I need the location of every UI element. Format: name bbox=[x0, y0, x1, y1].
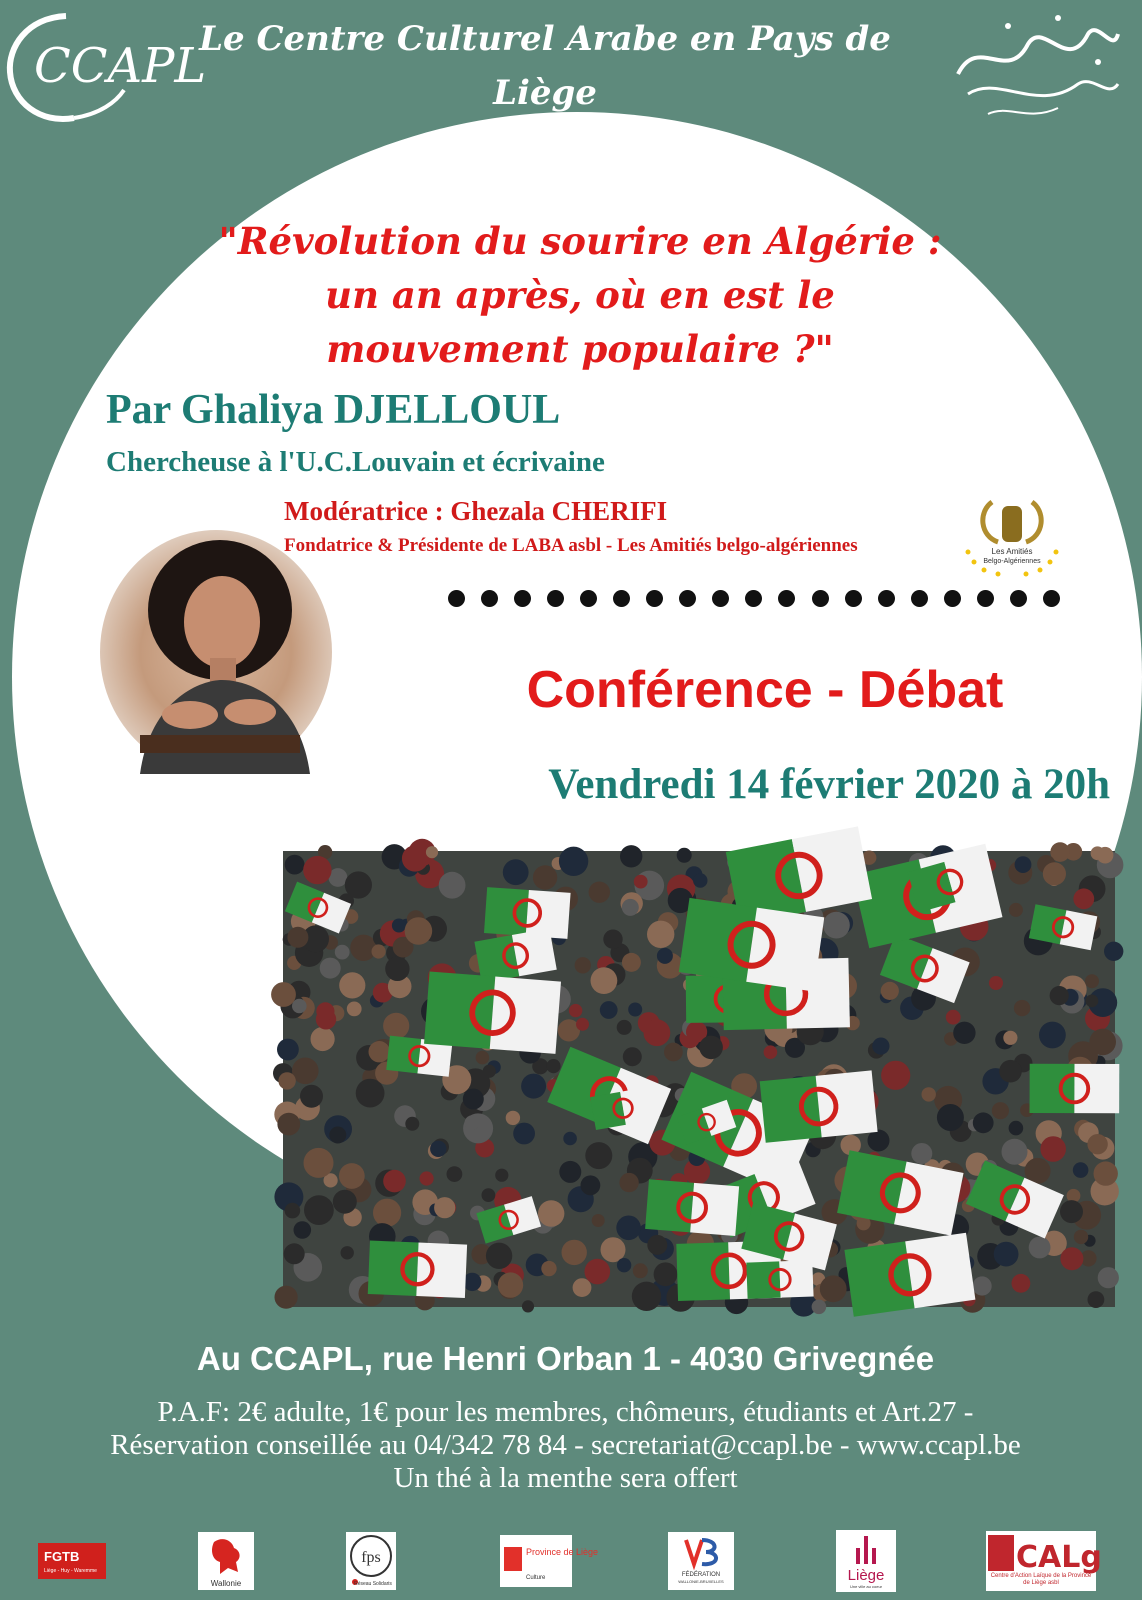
event-date: Vendredi 14 février 2020 à 20h bbox=[548, 761, 1110, 808]
crowd-person bbox=[868, 1130, 890, 1152]
crowd-person bbox=[329, 1127, 346, 1144]
crowd-person bbox=[1060, 1200, 1083, 1223]
separator-dot bbox=[745, 590, 762, 607]
crowd-person bbox=[632, 1282, 661, 1311]
crowd-person bbox=[465, 1115, 480, 1130]
crowd-person bbox=[1039, 1022, 1066, 1049]
crowd-person bbox=[316, 1002, 334, 1020]
crowd-person bbox=[562, 1240, 587, 1265]
crowd-person bbox=[506, 1111, 520, 1125]
crowd-person bbox=[1050, 986, 1069, 1005]
crowd-person bbox=[385, 957, 409, 981]
crowd-person bbox=[498, 1272, 523, 1297]
crowd-person bbox=[1074, 1230, 1088, 1244]
separator-dot bbox=[911, 590, 928, 607]
crowd-person bbox=[1014, 1000, 1030, 1016]
crowd-person bbox=[1088, 1291, 1105, 1308]
crowd-person bbox=[1043, 862, 1066, 885]
crowd-person bbox=[563, 1132, 577, 1146]
crowd-person bbox=[1098, 1267, 1119, 1288]
crowd-person bbox=[287, 927, 308, 948]
fps-logo-text: fps bbox=[361, 1549, 381, 1566]
crowd-person bbox=[989, 976, 1003, 990]
talk-title-line-1: "Révolution du sourire en Algérie : bbox=[218, 219, 942, 263]
crowd-person bbox=[953, 1022, 975, 1044]
crowd-person bbox=[439, 872, 466, 899]
crowd-person bbox=[277, 1113, 300, 1136]
separator-dot bbox=[646, 590, 663, 607]
crowd-person bbox=[881, 982, 899, 1000]
crowd-person bbox=[345, 871, 372, 898]
crowd-person bbox=[617, 1020, 632, 1035]
crowd-person bbox=[402, 845, 428, 871]
algerian-flag bbox=[746, 1260, 813, 1299]
cal-logo-text: CALg bbox=[1016, 1540, 1102, 1575]
province-logo-text: Province de Liège bbox=[526, 1547, 599, 1557]
crowd-photo bbox=[283, 851, 1115, 1307]
crowd-person bbox=[992, 1102, 1009, 1119]
crowd-person bbox=[1097, 847, 1114, 864]
crowd-person bbox=[341, 1246, 354, 1259]
crowd-person bbox=[405, 1117, 419, 1131]
crowd-person bbox=[533, 865, 557, 889]
organizer-header bbox=[160, 12, 930, 174]
speaker-portrait-illustration bbox=[100, 530, 332, 774]
crowd-person bbox=[522, 1300, 534, 1312]
crowd-person bbox=[585, 1142, 612, 1169]
crowd-person bbox=[303, 856, 331, 884]
algerian-flag bbox=[1030, 1064, 1120, 1114]
liege-logo-subtext: Une ville au coeur bbox=[849, 1584, 883, 1589]
crowd-person bbox=[1015, 856, 1032, 873]
algerian-flag bbox=[760, 1070, 878, 1142]
separator-dot bbox=[514, 590, 531, 607]
crowd-person bbox=[513, 1123, 535, 1145]
crowd-person bbox=[592, 1214, 605, 1227]
crowd-person bbox=[820, 1275, 847, 1302]
crowd-person bbox=[603, 930, 622, 949]
crowd-person bbox=[657, 948, 673, 964]
crowd-person bbox=[633, 1263, 648, 1278]
separator-dot bbox=[977, 590, 994, 607]
crowd-person bbox=[383, 1013, 409, 1039]
liege-city-logo bbox=[836, 1530, 896, 1592]
arabic-calligraphy-logo bbox=[948, 4, 1124, 128]
crowd-person bbox=[300, 1085, 323, 1108]
crowd-person bbox=[420, 1171, 434, 1185]
crowd-person bbox=[278, 1072, 295, 1089]
moderator-role: Fondatrice & Présidente de LABA asbl - Les Amitiés belgo-algériennes bbox=[284, 535, 858, 556]
speaker-name: Par Ghaliya DJELLOUL bbox=[106, 387, 561, 433]
organizer-line-1: Le Centre Culturel Arabe en Pays de Liège bbox=[199, 19, 891, 113]
province-de-liege-logo bbox=[500, 1530, 599, 1592]
crowd-person bbox=[333, 1190, 357, 1214]
wallonie-logo bbox=[198, 1530, 254, 1592]
separator-dot bbox=[580, 590, 597, 607]
separator-dot bbox=[448, 590, 465, 607]
crowd-person bbox=[628, 1003, 642, 1017]
crowd-person bbox=[311, 1027, 335, 1051]
crowd-person bbox=[575, 957, 591, 973]
fgtb-logo-subtext: Liège - Huy - Waremme bbox=[44, 1568, 97, 1574]
separator-dot bbox=[812, 590, 829, 607]
crowd-illustration bbox=[283, 851, 1115, 1307]
crowd-person bbox=[1087, 1134, 1107, 1154]
crowd-person bbox=[356, 1079, 385, 1108]
separator-dot bbox=[878, 590, 895, 607]
crowd-person bbox=[622, 899, 639, 916]
crowd-person bbox=[973, 1276, 992, 1295]
crowd-person bbox=[392, 919, 406, 933]
crowd-person bbox=[1086, 995, 1099, 1008]
fps-logo-subtext: Réseau Solidaris bbox=[354, 1581, 392, 1587]
crowd-person bbox=[1094, 1161, 1118, 1185]
crowd-person bbox=[541, 1261, 556, 1276]
separator-dot bbox=[1043, 590, 1060, 607]
reservation-line: Réservation conseillée au 04/342 78 84 - secretariat@ccapl.be - www.ccapl.be bbox=[110, 1429, 1021, 1461]
crowd-person bbox=[585, 1259, 611, 1285]
separator-dot bbox=[944, 590, 961, 607]
crowd-person bbox=[581, 1175, 601, 1195]
crowd-person bbox=[426, 846, 438, 858]
crowd-person bbox=[634, 875, 648, 889]
event-type: Conférence - Débat bbox=[526, 661, 1004, 719]
crowd-person bbox=[647, 1235, 667, 1255]
crowd-person bbox=[911, 1143, 932, 1164]
crowd-person bbox=[335, 945, 350, 960]
fps-logo bbox=[346, 1530, 396, 1592]
ccapl-logo bbox=[4, 6, 207, 126]
crowd-person bbox=[589, 882, 610, 903]
crowd-person bbox=[569, 1004, 582, 1017]
crowd-person bbox=[937, 1104, 964, 1131]
crowd-person bbox=[339, 972, 365, 998]
crowd-person bbox=[1073, 888, 1094, 909]
crowd-person bbox=[1073, 1162, 1089, 1178]
crowd-person bbox=[373, 1199, 401, 1227]
crowd-person bbox=[486, 1243, 512, 1269]
crowd-person bbox=[1009, 1121, 1024, 1136]
crowd-person bbox=[623, 1047, 642, 1066]
price-line: P.A.F: 2€ adulte, 1€ pour les membres, chômeurs, étudiants et Art.27 - bbox=[157, 1396, 974, 1428]
crowd-person bbox=[620, 845, 642, 867]
crowd-person bbox=[383, 1170, 406, 1193]
crowd-person bbox=[538, 1200, 564, 1226]
venue-info bbox=[0, 1396, 1131, 1495]
crowd-person bbox=[430, 1141, 446, 1157]
crowd-person bbox=[1002, 1139, 1028, 1165]
crowd-person bbox=[1012, 1274, 1031, 1293]
crowd-person bbox=[622, 953, 641, 972]
crowd-person bbox=[546, 1059, 560, 1073]
speaker-role: Chercheuse à l'U.C.Louvain et écrivaine bbox=[106, 446, 605, 478]
crowd-person bbox=[616, 1216, 641, 1241]
ccapl-logo-text: CCAPL bbox=[34, 38, 207, 94]
tea-line: Un thé à la menthe sera offert bbox=[393, 1462, 738, 1494]
venue-address: Au CCAPL, rue Henri Orban 1 - 4030 Grivegnée bbox=[196, 1340, 935, 1377]
crowd-person bbox=[285, 1203, 301, 1219]
crowd-person bbox=[617, 1258, 631, 1272]
crowd-person bbox=[619, 1173, 638, 1192]
crowd-person bbox=[1089, 1029, 1116, 1056]
crowd-person bbox=[405, 917, 433, 945]
moderator-name: Modératrice : Ghezala CHERIFI bbox=[284, 496, 668, 526]
crowd-person bbox=[1003, 1031, 1017, 1045]
algerian-flag bbox=[484, 887, 571, 939]
crowd-person bbox=[600, 1001, 618, 1019]
crowd-person bbox=[644, 1019, 671, 1046]
crowd-person bbox=[693, 873, 707, 887]
crowd-person bbox=[1029, 1237, 1051, 1259]
crowd-person bbox=[495, 1169, 508, 1182]
crowd-person bbox=[482, 1188, 496, 1202]
federation-logo-text: FÉDÉRATION bbox=[681, 1572, 721, 1578]
crowd-person bbox=[347, 1002, 362, 1017]
cal-liege-logo bbox=[986, 1530, 1102, 1592]
separator-dot bbox=[547, 590, 564, 607]
crowd-person bbox=[369, 1041, 390, 1062]
laba-logo-text-1: Les Amitiés bbox=[991, 547, 1033, 556]
crowd-person bbox=[292, 999, 307, 1014]
crowd-person bbox=[1085, 974, 1099, 988]
algerian-flag bbox=[424, 972, 561, 1054]
wallonie-logo-text: Wallonie bbox=[210, 1579, 242, 1588]
crowd-person bbox=[999, 1060, 1022, 1083]
crowd-person bbox=[559, 1161, 581, 1183]
crowd-person bbox=[573, 1278, 592, 1297]
separator-dot bbox=[1010, 590, 1027, 607]
federation-wallonie-bruxelles-logo bbox=[668, 1530, 734, 1592]
crowd-person bbox=[294, 1221, 312, 1239]
crowd-person bbox=[872, 1038, 889, 1055]
separator-dot bbox=[481, 590, 498, 607]
separator-dot bbox=[845, 590, 862, 607]
talk-title bbox=[200, 214, 960, 376]
crowd-person bbox=[476, 1051, 490, 1065]
crowd-person bbox=[812, 1300, 827, 1315]
federation-logo-subtext: WALLONIE-BRUXELLES bbox=[678, 1579, 724, 1584]
laba-logo-text-2: Belgo-Algériennes bbox=[983, 558, 1041, 565]
organizer-line-2: asbl présente : bbox=[404, 127, 686, 167]
crowd-person bbox=[973, 1112, 994, 1133]
crowd-person bbox=[447, 1166, 463, 1182]
fgtb-logo-text: FGTB bbox=[44, 1549, 80, 1564]
crowd-person bbox=[521, 1074, 546, 1099]
talk-title-line-2: un an après, où en est le bbox=[325, 273, 835, 317]
crowd-person bbox=[277, 1039, 299, 1061]
laba-logo bbox=[948, 492, 1076, 582]
separator-dot bbox=[778, 590, 795, 607]
crowd-person bbox=[304, 1148, 334, 1178]
crowd-person bbox=[647, 921, 674, 948]
crowd-person bbox=[434, 1197, 455, 1218]
crowd-person bbox=[823, 912, 850, 939]
crowd-person bbox=[559, 847, 588, 876]
crowd-person bbox=[339, 1163, 365, 1189]
algerian-flag bbox=[368, 1241, 467, 1299]
crowd-person bbox=[304, 1195, 334, 1225]
crowd-person bbox=[292, 1058, 319, 1085]
liege-logo-text: Liège bbox=[847, 1567, 885, 1584]
crowd-person bbox=[699, 1036, 723, 1060]
crowd-person bbox=[1040, 1136, 1066, 1162]
talk-title-line-3: mouvement populaire ?" bbox=[326, 327, 834, 371]
crowd-person bbox=[654, 1262, 678, 1286]
crowd-person bbox=[275, 1286, 298, 1309]
crowd-person bbox=[320, 958, 341, 979]
fgtb-logo bbox=[38, 1530, 106, 1592]
crowd-person bbox=[576, 1018, 589, 1031]
crowd-person bbox=[271, 982, 296, 1007]
algerian-flag bbox=[645, 1179, 739, 1236]
separator-dot bbox=[613, 590, 630, 607]
separator-dot bbox=[679, 590, 696, 607]
crowd-person bbox=[677, 848, 692, 863]
crowd-person bbox=[372, 944, 386, 958]
crowd-person bbox=[1060, 1247, 1083, 1270]
crowd-person bbox=[591, 967, 618, 994]
crowd-person bbox=[922, 1087, 936, 1101]
crowd-person bbox=[946, 1010, 961, 1025]
separator-dot bbox=[712, 590, 729, 607]
speaker-photo bbox=[100, 530, 332, 774]
dotted-separator bbox=[448, 590, 1060, 607]
crowd-person bbox=[285, 855, 305, 875]
crowd-person bbox=[284, 1243, 305, 1264]
crowd-person bbox=[994, 1242, 1019, 1267]
crowd-person bbox=[503, 859, 529, 885]
crowd-person bbox=[1009, 903, 1023, 917]
cal-logo-subtext: Centre d'Action Laïque de la Province de Liège asbl bbox=[990, 1573, 1092, 1586]
crowd-person bbox=[1104, 942, 1123, 961]
crowd-person bbox=[463, 1089, 484, 1110]
crowd-person bbox=[881, 1061, 910, 1090]
province-logo-subtext: Culture bbox=[526, 1575, 546, 1581]
crowd-person bbox=[664, 1043, 683, 1062]
crowd-person bbox=[764, 1045, 778, 1059]
